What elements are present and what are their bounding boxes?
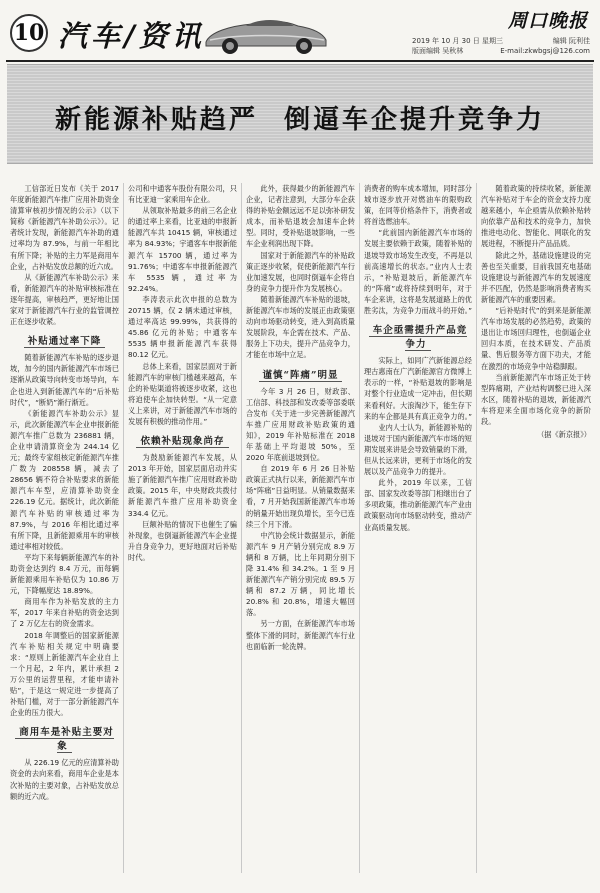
article-column-5	[481, 183, 591, 873]
paragraph: 业内人士认为，新能源补贴的退坡对于国内新能源汽车市场的短期发展来讲是会导致销量的下滑，但从长远来讲，更利于市场化的发展以及产品竞争力的提升。	[364, 422, 472, 477]
subheading: 谨慎“阵痛”明显	[246, 367, 355, 381]
paragraph: 消费者的购车成本增加，同时部分城市逐步放开对燃油车的限购政策，在同等价格条件下，消费者或将首选燃油车。	[364, 184, 472, 227]
header-meta	[412, 36, 590, 56]
subheading: 车企亟需提升产品竞争力	[364, 322, 472, 350]
paragraph: 工信部近日发布《关于 2017 年度新能源汽车推广应用补助资金清算审核初步情况的公示》（以下简称《新能源汽车补助公示》）。记者统计发现，新能源汽车补助的通过率均为 87.9%，与前一年相比有所下降；补贴的主力军是商用车企业，占补贴发放总额的近六成。	[10, 184, 119, 271]
section-title: 汽车/资讯	[58, 19, 205, 53]
paragraph: 《新能源汽车补助公示》显示，此次新能源汽车企业申报新能源汽车推广总数为 236881 辆，企业申请清算资金为 244.14 亿元；最终专家组核定新能源汽车推广数为 208558 辆，减去了 28656 辆不符合补贴要求的新能源汽车车型，应清算补助资金 226.19 亿元。据统计，此次新能源汽车补贴的审核通过率为 87.9%，与 2016 年相比通过率有所下降，且新能源乘用车的审核通过率相对较低。	[10, 408, 119, 551]
paragraph: “后补贴时代”的到来是新能源汽车市场发展的必然趋势，政策的退出让市场回归理性，也倒逼企业回归本质，在技术研发、产品质量、售后服务等方面下功夫，才能在激烈的市场竞争中站稳脚跟。	[481, 306, 591, 371]
headline-part-1: 新能源补贴趋严	[54, 105, 258, 135]
paragraph: 从《新能源汽车补助公示》来看，新能源汽车的补贴审核标准在逐年提高，审核趋严，更好地让国家对于新能源汽车行业的监管调控正在逐步收紧。	[10, 272, 119, 327]
headline-part-2: 倒逼车企提升竞争力	[284, 105, 546, 135]
paragraph: 今年 3 月 26 日，财政部、工信部、科技部和发改委等部委联合发布《关于进一步完善新能源汽车推广应用财政补贴政策的通知》，2019 年补贴标准在 2018 年基础上平均退坡 50%，至 2020 年底前退坡到位。	[246, 386, 355, 463]
subheading: 依赖补贴现象尚存	[128, 433, 237, 447]
paragraph: 此外，2019 年以来，工信部、国家发改委等部门相继出台了多项政策，推动新能源汽车产业由政策驱动向市场驱动转变，推动产业高质量发展。	[364, 478, 472, 532]
column-divider	[476, 183, 477, 873]
article-column-4	[364, 183, 472, 873]
paragraph: 除此之外，基础设施建设的完善也至关重要，目前我国充电基础设施建设与新能源汽车的发展速度并不匹配，仍然是影响消费者购买新能源汽车的重要因素。	[481, 250, 591, 304]
subheading: 补贴通过率下降	[10, 333, 119, 347]
paragraph: 为鼓励新能源汽车发展，从 2013 年开始，国家层面启动并实施了新能源汽车推广应用财政补助政策。2015 年，中央财政共拨付新能源汽车推广应用补助资金 334.4 亿元。	[128, 453, 237, 518]
paragraph: 中汽协会统计数据显示，新能源汽车 9 月产销分别完成 8.9 万辆和 8 万辆，比上年同期分别下降 31.4% 和 34.2%。1 至 9 月新能源汽车产销分别完成 89.5 万辆和 87.2 万辆，同比增长 20.8% 和 20.8%，增速大幅回落。	[246, 530, 355, 618]
subheading: 商用车是补贴主要对象	[10, 724, 119, 752]
issue-date: 2019 年 10 月 30 日 星期三	[412, 37, 503, 45]
editor-credit: 编辑 阮利佳	[552, 37, 590, 45]
paragraph: 从领取补贴最多的前三名企业的通过率上来看，比亚迪的申报新能源汽车共 10415 辆，审核通过率为 84.93%；宇通客车申报新能源汽车 15700 辆，通过率为 91.76%；中通客车申报新能源汽车 5535 辆，通过率为 92.24%。	[128, 206, 237, 293]
column-divider	[241, 183, 242, 873]
article-column-1	[10, 183, 119, 873]
paragraph: 2018 年调整后的国家新能源汽车补贴相关规定中明确要求：“原则上新能源汽车企业自上一个月起，2 年内，累计承担 2 万公里的运营里程，才能申请补贴”，于是这一规定进一步提高了补贴门槛，对于一部分新能源汽车企业的压力很大。	[10, 630, 119, 718]
paragraph: 公司和中通客车股份有限公司，只有比亚迪一家乘用车企业。	[128, 184, 237, 205]
header-rule	[6, 60, 594, 62]
paragraph: 此外，获得最少的新能源汽车企业，记者注意到，大部分车企获得的补贴金额远远不足以弥补研发成本，而补贴退坡会加速车企转型。同时，受补贴退坡影响，一些车企业利润出现下降。	[246, 184, 355, 249]
paragraph: 平均下来每辆新能源汽车的补助资金达到约 8.4 万元，而每辆新能源乘用车补贴仅为 10.86 万元，下降幅度达 18.89%。	[10, 552, 119, 596]
paragraph: 总体上来看，国家层面对于新能源汽车的审核门槛越来越高，车企的补贴渠道将被逐步收紧，这也将迫使车企加快转型。“从一定意义上来讲，对于新能源汽车市场的发展有积极的推动作用。”	[128, 361, 237, 426]
paragraph: 实际上，如同广汽新能源总经理古惠南在广汽新能源官方微博上表示的一样，“补贴退坡的影响是对整个行业造成一定冲击，但长期来看利好。大浪淘沙下，能生存下来的车企都是具有真正竞争力的。”	[364, 356, 472, 421]
paragraph: 巨额补贴的情况下也催生了骗补现象，也倒逼新能源汽车企业提升自身竞争力，更好地面对后补贴时代。	[128, 519, 237, 562]
headline-band	[7, 64, 593, 164]
byline: （据《新京报》）	[537, 430, 591, 440]
page-number: 10	[10, 14, 48, 52]
article-column-2	[128, 183, 237, 873]
page-header	[0, 0, 600, 62]
column-divider	[359, 183, 360, 873]
paragraph: 另一方面，在新能源汽车市场整体下滑的同时，新能源汽车行业也面临新一轮洗牌。	[246, 619, 355, 651]
paragraph: 商用车作为补贴发放的主力军，2017 年来自补贴的资金达到了 2 万亿左右的资金需求。	[10, 597, 119, 629]
paragraph: 李涛表示此次申报的总数为 20715 辆，仅 2 辆未通过审核，通过率高达 99.99%，共获得的 45.86 亿元的补贴；中通客车 5535 辆申报新能源汽车获得 80.12 亿元。	[128, 294, 237, 360]
paper-logo: 周口晚报	[507, 10, 588, 32]
paragraph: 随着新能源汽车补贴的逐步退坡，加今的国内新能源汽车市场已逐渐从政策导向转变市场导向，车企也进入到新能源汽车的“后补贴时代”，“断奶”渐行渐近。	[10, 353, 119, 407]
paragraph: 随着政策的持续收紧，新能源汽车补贴对于车企的资金支持力度越来越小，车企亟需从依赖补贴转向依靠产品和技术的竞争力，加快推进电动化、智能化、网联化的发展进程，不断提升产品品质。	[481, 184, 591, 249]
paragraph: 随着新能源汽车补贴的退坡，新能源汽车市场的发展正由政策驱动向市场驱动转变，进入到高质量发展阶段，车企需在技术、产品、服务上下功夫，提升产品竞争力，才能在市场中立足。	[246, 294, 355, 360]
article-column-3	[246, 183, 355, 873]
column-divider	[123, 183, 124, 873]
paragraph: 自 2019 年 6 月 26 日补贴政策正式执行以来，新能源汽车市场“阵痛”日益明显。从销量数据来看，7 月开始我国新能源汽车市场的销量开始出现负增长，至今已连续三个月下滑。	[246, 464, 355, 529]
paragraph: “此前国内新能源汽车市场的发展主要依赖于政策，随着补贴的退坡导致市场发生改变，不再是以前高速增长的状态。”业内人士表示，“补贴退坡后，新能源汽车的“阵痛”或将持续到明年，对于车企来讲，这将是发展道路上的优胜劣汰，为竞争力而战斗的开始。”	[364, 228, 472, 316]
paragraph: 从 226.19 亿元的应清算补助资金的去向来看，商用车企业是本次补贴的主要对象，占补贴发放总额的近六成。	[10, 758, 119, 801]
designer-credit: 版面编辑 吴秋林	[412, 47, 464, 55]
paragraph: 国家对于新能源汽车的补贴政策正逐步收紧，促使新能源汽车行业加速发展，也同时倒逼车企将自身的竞争力提升作为发展核心。	[246, 250, 355, 293]
contact-email: E-mail:zkwbgsj@126.com	[500, 47, 590, 55]
headline	[7, 99, 593, 136]
paragraph: 当前新能源汽车市场正处于转型阵痛期，产业结构调整已进入深水区，随着补贴的退坡，新能源汽车将迎来全面市场化竞争的新阶段。	[481, 372, 591, 426]
car-icon	[200, 10, 330, 56]
